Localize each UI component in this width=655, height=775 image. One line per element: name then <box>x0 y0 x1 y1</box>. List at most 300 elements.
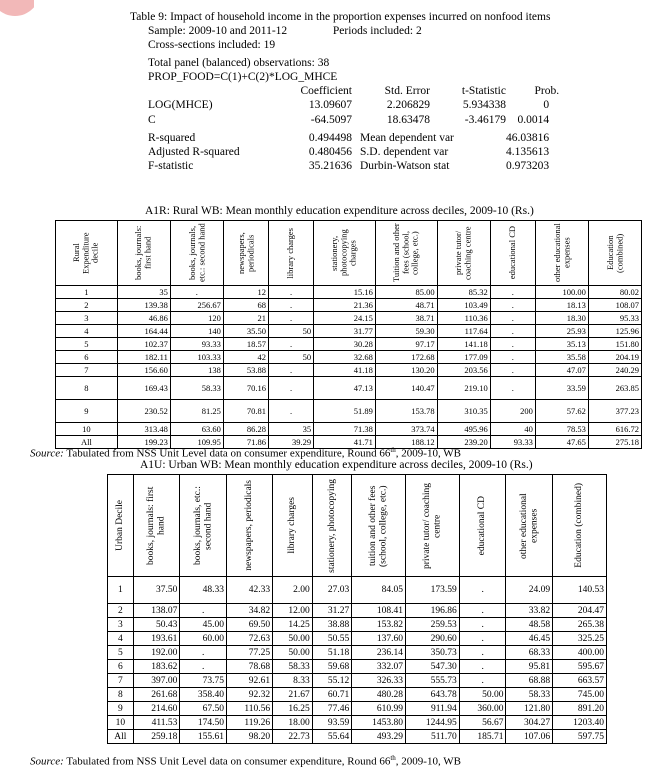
rural-header-label: private tutor/ coaching centre <box>453 226 473 280</box>
table-cell: 137.60 <box>352 632 406 646</box>
table-cell: 30.28 <box>314 338 376 351</box>
table-cell: 310.35 <box>437 400 490 423</box>
table-cell: 261.68 <box>133 688 180 702</box>
table-cell: 51.89 <box>314 400 376 423</box>
regression-equation: PROP_FOOD=C(1)+C(2)*LOG_MHCE <box>148 70 338 83</box>
table-cell: 47.07 <box>535 364 588 377</box>
table-cell: 130.20 <box>375 364 437 377</box>
prob-value: 0 <box>543 99 550 112</box>
table-cell: 411.53 <box>133 716 180 730</box>
table-cell: 313.48 <box>117 423 170 436</box>
urban-header-label: private tutor/ coaching centre <box>421 482 443 569</box>
stat-label: R-squared <box>148 131 196 144</box>
regression-sample-line <box>130 24 590 38</box>
table-cell: 95.33 <box>588 312 641 325</box>
urban-column-header <box>133 475 180 577</box>
table-cell: 50 <box>269 351 314 364</box>
table-cell: 156.60 <box>117 364 170 377</box>
table-cell: 37.50 <box>133 577 180 604</box>
table-row <box>56 286 642 299</box>
table-cell: 174.50 <box>180 716 227 730</box>
table-cell: 58.33 <box>273 660 313 674</box>
table-cell: 12 <box>223 286 268 299</box>
table-cell: 73.75 <box>180 674 227 688</box>
urban-header-label: other educational expenses <box>518 492 540 559</box>
row-label-cell: 4 <box>56 325 118 338</box>
regression-title: Table 9: Impact of household income in the proportion expenses incurred on nonfood items <box>130 11 551 23</box>
rural-column-header <box>269 221 314 286</box>
table-row <box>56 423 642 436</box>
urban-expenditure-table <box>107 474 607 744</box>
table-row <box>108 702 607 716</box>
table-cell: . <box>269 364 314 377</box>
table-cell: 60.71 <box>312 688 352 702</box>
row-label-cell: 6 <box>56 351 118 364</box>
table-cell: 745.00 <box>553 688 607 702</box>
table-cell: 103.33 <box>170 351 223 364</box>
table-cell: 138.07 <box>133 604 180 618</box>
urban-table-caption: A1U: Urban WB: Mean monthly education expenditure across deciles, 2009-10 (Rs.) <box>140 459 533 471</box>
table-cell: 47.65 <box>535 436 588 449</box>
table-cell: 275.18 <box>588 436 641 449</box>
std-error-value: 18.63478 <box>386 113 430 126</box>
stat-row-rsquared <box>148 131 559 145</box>
table-cell: 24.15 <box>314 312 376 325</box>
table-row <box>56 377 642 400</box>
table-cell: 47.13 <box>314 377 376 400</box>
table-cell: 32.68 <box>314 351 376 364</box>
table-cell: 8.33 <box>273 674 313 688</box>
table-cell: 164.44 <box>117 325 170 338</box>
table-cell: 21.36 <box>314 299 376 312</box>
urban-column-header <box>180 475 227 577</box>
table-cell: . <box>490 312 535 325</box>
table-cell: 60.00 <box>180 632 227 646</box>
table-cell: 53.88 <box>223 364 268 377</box>
table-cell: 77.46 <box>312 702 352 716</box>
table-cell: . <box>490 364 535 377</box>
table-cell: 41.18 <box>314 364 376 377</box>
table-cell: 56.67 <box>459 716 506 730</box>
rural-header-label: books, journals, etc.: second hand <box>186 223 206 283</box>
rural-column-header <box>56 221 118 286</box>
row-label-cell: 4 <box>108 632 134 646</box>
table-cell: 203.56 <box>437 364 490 377</box>
table-row <box>108 716 607 730</box>
table-cell: . <box>490 286 535 299</box>
table-cell: 204.47 <box>553 604 607 618</box>
table-cell: 139.38 <box>117 299 170 312</box>
urban-header-label: stationery, photocopying <box>326 478 337 573</box>
regression-output <box>130 10 590 174</box>
stat-value: 4.135613 <box>506 146 550 159</box>
table-cell: 663.57 <box>553 674 607 688</box>
table-cell: 50.00 <box>273 632 313 646</box>
table-cell: 397.00 <box>133 674 180 688</box>
row-label-cell: 9 <box>108 702 134 716</box>
table-cell: 140 <box>170 325 223 338</box>
table-cell: 27.03 <box>312 577 352 604</box>
stat-label: F-statistic <box>148 160 194 173</box>
prob-value: 0.0014 <box>517 113 550 126</box>
table-cell: . <box>490 338 535 351</box>
stat-label: Mean dependent var <box>360 131 454 144</box>
table-row <box>108 577 607 604</box>
urban-header-label: books, journals: first hand <box>146 486 167 565</box>
table-cell: 141.18 <box>437 338 490 351</box>
source-text: Tabulated from NSS Unit Level data on consumer expenditure, Round 66 <box>63 447 391 460</box>
table-cell: . <box>459 632 506 646</box>
regression-cross-sections: Cross-sections included: 19 <box>148 39 276 52</box>
row-label-cell: 1 <box>108 577 134 604</box>
table-cell: 108.07 <box>588 299 641 312</box>
table-cell: 38.88 <box>312 618 352 632</box>
table-cell: . <box>459 646 506 660</box>
table-cell: 93.33 <box>170 338 223 351</box>
table-cell: 31.77 <box>314 325 376 338</box>
table-cell: 325.25 <box>553 632 607 646</box>
table-cell: 350.73 <box>406 646 460 660</box>
rural-header-label: books, journals: first hand <box>133 225 153 281</box>
table-row <box>108 604 607 618</box>
rural-column-header <box>588 221 641 286</box>
table-cell: 92.61 <box>227 674 273 688</box>
table-cell: 50.00 <box>273 646 313 660</box>
row-label-cell: All <box>108 730 134 744</box>
row-label-cell: 7 <box>56 364 118 377</box>
table-cell: 140.53 <box>553 577 607 604</box>
rural-column-header <box>535 221 588 286</box>
urban-header-label: educational CD <box>477 495 488 556</box>
table-cell: 68 <box>223 299 268 312</box>
coef-label: LOG(MHCE) <box>148 99 213 112</box>
table-cell: 230.52 <box>117 400 170 423</box>
table-cell: 33.59 <box>535 377 588 400</box>
table-cell: 18.13 <box>535 299 588 312</box>
stat-row-fstat <box>148 159 559 173</box>
table-cell: 97.17 <box>375 338 437 351</box>
row-label-cell: 1 <box>56 286 118 299</box>
table-cell: 78.53 <box>535 423 588 436</box>
table-cell: 173.59 <box>406 577 460 604</box>
urban-header-label: books, journals, etc.: second hand <box>192 486 214 565</box>
table-cell: 55.64 <box>312 730 352 744</box>
stat-row-adj-rsquared <box>148 145 559 159</box>
table-cell: 192.00 <box>133 646 180 660</box>
urban-column-header <box>506 475 553 577</box>
stat-label: S.D. dependent var <box>360 146 449 159</box>
table-cell: 360.00 <box>459 702 506 716</box>
table-cell: 50.00 <box>459 688 506 702</box>
table-cell: 78.68 <box>227 660 273 674</box>
table-cell: . <box>459 660 506 674</box>
table-cell: . <box>459 618 506 632</box>
table-cell: 373.74 <box>375 423 437 436</box>
t-statistic-header: t-Statistic <box>461 84 506 97</box>
regression-sample: Sample: 2009-10 and 2011-12 <box>148 25 288 38</box>
rural-header-row <box>56 221 642 286</box>
table-cell: 169.43 <box>117 377 170 400</box>
rural-header-label: library charges <box>285 227 296 279</box>
table-cell: 117.64 <box>437 325 490 338</box>
table-cell: . <box>170 286 223 299</box>
table-cell: 110.36 <box>437 312 490 325</box>
row-label-cell: 10 <box>108 716 134 730</box>
table-cell: 67.50 <box>180 702 227 716</box>
table-cell: 597.75 <box>553 730 607 744</box>
table-cell: . <box>269 312 314 325</box>
table-cell: 42 <box>223 351 268 364</box>
table-cell: 71.86 <box>223 436 268 449</box>
rural-header-label: newspapers, periodicals <box>235 232 255 274</box>
coef-value: 13.09607 <box>308 99 352 112</box>
source-superscript: th <box>390 446 396 454</box>
table-cell: 86.28 <box>223 423 268 436</box>
urban-header-label: tuition and other fees (school, college, etc.) <box>368 484 389 567</box>
rural-table-caption: A1R: Rural WB: Mean monthly education expenditure across deciles, 2009-10 (Rs.) <box>145 205 534 217</box>
table-cell: 185.71 <box>459 730 506 744</box>
table-cell: 58.33 <box>506 688 553 702</box>
stat-label: Durbin-Watson stat <box>360 160 450 173</box>
table-cell: 109.95 <box>170 436 223 449</box>
table-cell: 18.57 <box>223 338 268 351</box>
table-cell: 57.62 <box>535 400 588 423</box>
stat-value: 35.21636 <box>308 160 352 173</box>
table-cell: 48.71 <box>375 299 437 312</box>
table-cell: 35.58 <box>535 351 588 364</box>
table-row <box>56 351 642 364</box>
table-cell: 68.33 <box>506 646 553 660</box>
table-cell: 108.41 <box>352 604 406 618</box>
rural-header-label: stationery, photocopying charges <box>329 229 359 277</box>
table-cell: 59.68 <box>312 660 352 674</box>
table-cell: 151.80 <box>588 338 641 351</box>
table-cell: 643.78 <box>406 688 460 702</box>
table-cell: 39.29 <box>269 436 314 449</box>
table-cell: 102.37 <box>117 338 170 351</box>
table-cell: 219.10 <box>437 377 490 400</box>
table-cell: . <box>180 660 227 674</box>
table-cell: 15.16 <box>314 286 376 299</box>
table-cell: 71.38 <box>314 423 376 436</box>
row-label-cell: 2 <box>108 604 134 618</box>
regression-observations: Total panel (balanced) observations: 38 <box>148 56 330 69</box>
table-cell: 1203.40 <box>553 716 607 730</box>
table-cell: 125.96 <box>588 325 641 338</box>
table-cell: 48.33 <box>180 577 227 604</box>
source-superscript: th <box>390 754 396 762</box>
table-cell: 84.05 <box>352 577 406 604</box>
table-row <box>108 632 607 646</box>
std-error-value: 2.206829 <box>386 99 430 112</box>
table-cell: 35.50 <box>223 325 268 338</box>
table-cell: 16.25 <box>273 702 313 716</box>
row-label-cell: All <box>56 436 118 449</box>
urban-source-note <box>30 754 461 768</box>
table-cell: 891.20 <box>553 702 607 716</box>
table-cell: 69.50 <box>227 618 273 632</box>
regression-header-row <box>148 84 559 98</box>
table-cell: 18.30 <box>535 312 588 325</box>
table-cell: 172.68 <box>375 351 437 364</box>
table-cell: 610.99 <box>352 702 406 716</box>
table-cell: . <box>459 577 506 604</box>
stat-value: 0.480456 <box>308 146 352 159</box>
table-cell: 107.06 <box>506 730 553 744</box>
table-cell: 290.60 <box>406 632 460 646</box>
table-cell: 480.28 <box>352 688 406 702</box>
table-cell: 35 <box>269 423 314 436</box>
table-cell: 911.94 <box>406 702 460 716</box>
table-cell: 51.18 <box>312 646 352 660</box>
table-cell: 555.73 <box>406 674 460 688</box>
table-row <box>108 646 607 660</box>
table-row <box>108 730 607 744</box>
table-cell: 110.56 <box>227 702 273 716</box>
urban-column-header <box>108 475 134 577</box>
rural-column-header <box>223 221 268 286</box>
table-cell: . <box>490 377 535 400</box>
table-cell: 12.00 <box>273 604 313 618</box>
urban-header-label: newspapers, periodicals <box>244 480 255 571</box>
table-cell: 204.19 <box>588 351 641 364</box>
coef-label: C <box>148 113 156 126</box>
table-cell: 595.67 <box>553 660 607 674</box>
table-cell: 58.33 <box>170 377 223 400</box>
table-cell: 21 <box>223 312 268 325</box>
table-cell: 377.23 <box>588 400 641 423</box>
rural-source-note <box>30 446 461 460</box>
rural-header-label: educational CD <box>507 226 518 280</box>
table-cell: 155.61 <box>180 730 227 744</box>
source-tail: , 2009-10, WB <box>395 447 461 460</box>
regression-periods: Periods included: 2 <box>332 25 422 38</box>
table-cell: . <box>490 299 535 312</box>
source-text: Tabulated from NSS Unit Level data on consumer expenditure, Round 66 <box>63 755 391 768</box>
regression-table <box>148 84 559 174</box>
table-cell: 31.27 <box>312 604 352 618</box>
table-cell: . <box>490 351 535 364</box>
rural-column-header <box>117 221 170 286</box>
table-row <box>56 400 642 423</box>
table-cell: 196.86 <box>406 604 460 618</box>
table-cell: 46.45 <box>506 632 553 646</box>
table-cell: 616.72 <box>588 423 641 436</box>
table-cell: 188.12 <box>375 436 437 449</box>
table-cell: 22.73 <box>273 730 313 744</box>
table-cell: 24.09 <box>506 577 553 604</box>
row-label-cell: 8 <box>108 688 134 702</box>
table-cell: . <box>269 338 314 351</box>
table-cell: 50.55 <box>312 632 352 646</box>
table-cell: 103.49 <box>437 299 490 312</box>
table-cell: 40 <box>490 423 535 436</box>
table-row <box>108 688 607 702</box>
stat-label: Adjusted R-squared <box>148 146 240 159</box>
table-cell: 200 <box>490 400 535 423</box>
table-cell: 63.60 <box>170 423 223 436</box>
table-cell: 263.85 <box>588 377 641 400</box>
table-cell: 138 <box>170 364 223 377</box>
row-label-cell: 5 <box>56 338 118 351</box>
table-cell: 493.29 <box>352 730 406 744</box>
table-cell: 119.26 <box>227 716 273 730</box>
table-cell: 153.78 <box>375 400 437 423</box>
table-cell: . <box>459 604 506 618</box>
table-cell: 14.25 <box>273 618 313 632</box>
table-cell: 239.20 <box>437 436 490 449</box>
stat-value: 0.494498 <box>308 131 352 144</box>
source-label: Source: <box>30 755 64 768</box>
table-cell: 85.00 <box>375 286 437 299</box>
row-label-cell: 2 <box>56 299 118 312</box>
table-cell: 199.23 <box>117 436 170 449</box>
table-cell: 121.80 <box>506 702 553 716</box>
coef-row-logmhce <box>148 98 559 112</box>
urban-header-row <box>108 475 607 577</box>
table-cell: 46.86 <box>117 312 170 325</box>
table-cell: 95.81 <box>506 660 553 674</box>
table-row <box>56 338 642 351</box>
table-row <box>56 364 642 377</box>
table-cell: 400.00 <box>553 646 607 660</box>
table-cell: 18.00 <box>273 716 313 730</box>
table-cell: 50 <box>269 325 314 338</box>
t-stat-value: 5.934338 <box>462 99 506 112</box>
stat-value: 46.03816 <box>506 131 550 144</box>
row-label-cell: 9 <box>56 400 118 423</box>
table-cell: 45.00 <box>180 618 227 632</box>
table-cell: 50.43 <box>133 618 180 632</box>
table-cell: 177.09 <box>437 351 490 364</box>
table-cell: 34.82 <box>227 604 273 618</box>
table-cell: 98.20 <box>227 730 273 744</box>
urban-column-header <box>459 475 506 577</box>
table-cell: 70.16 <box>223 377 268 400</box>
table-cell: 140.47 <box>375 377 437 400</box>
urban-header-label: Urban Decile <box>115 500 126 551</box>
table-cell: 93.33 <box>490 436 535 449</box>
table-cell: 48.58 <box>506 618 553 632</box>
rural-header-label: other educational expenses <box>551 223 571 283</box>
table-row <box>56 312 642 325</box>
table-cell: 81.25 <box>170 400 223 423</box>
table-cell: 33.82 <box>506 604 553 618</box>
table-cell: 35.13 <box>535 338 588 351</box>
table-cell: . <box>180 646 227 660</box>
table-cell: 25.93 <box>535 325 588 338</box>
table-cell: 72.63 <box>227 632 273 646</box>
corner-logo-fragment <box>0 0 34 16</box>
table-cell: 214.60 <box>133 702 180 716</box>
t-stat-value: -3.46179 <box>464 113 506 126</box>
urban-column-header <box>312 475 352 577</box>
table-cell: 1244.95 <box>406 716 460 730</box>
row-label-cell: 7 <box>108 674 134 688</box>
table-cell: 80.02 <box>588 286 641 299</box>
source-tail: , 2009-10, WB <box>395 755 461 768</box>
table-cell: . <box>459 674 506 688</box>
rural-column-header <box>314 221 376 286</box>
coef-value: -64.5097 <box>310 113 352 126</box>
table-row <box>108 674 607 688</box>
table-cell: 259.53 <box>406 618 460 632</box>
table-cell: 1453.80 <box>352 716 406 730</box>
row-label-cell: 5 <box>108 646 134 660</box>
table-cell: 41.71 <box>314 436 376 449</box>
table-row <box>56 325 642 338</box>
table-cell: 55.12 <box>312 674 352 688</box>
